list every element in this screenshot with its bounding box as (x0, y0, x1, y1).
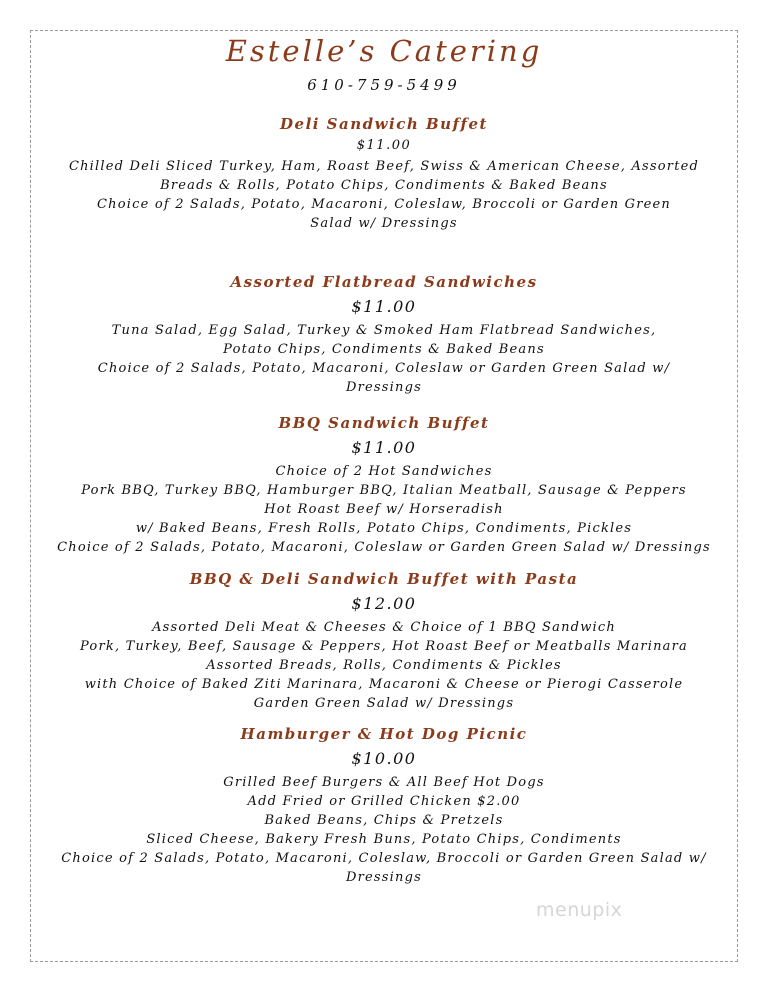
business-name: Estelle’s Catering (225, 34, 543, 68)
section-line: w/ Baked Beans, Fresh Rolls, Potato Chips, Condiments, Pickles (135, 521, 633, 536)
section-price: $11.00 (356, 138, 412, 153)
section-line: Garden Green Salad w/ Dressings (253, 696, 515, 711)
section-line: Hot Roast Beef w/ Horseradish (264, 502, 504, 517)
section-line: Pork BBQ, Turkey BBQ, Hamburger BBQ, Italian Meatball, Sausage & Peppers (81, 483, 687, 498)
menu-section-deli-sandwich-buffet (40, 113, 728, 233)
section-line: Choice of 2 Salads, Potato, Macaroni, Coleslaw or Garden Green Salad w/ (97, 361, 671, 376)
section-line: Grilled Beef Burgers & All Beef Hot Dogs (223, 775, 545, 790)
section-line: Tuna Salad, Egg Salad, Turkey & Smoked Ham Flatbread Sandwiches, (111, 323, 657, 338)
section-title: BBQ Sandwich Buffet (278, 414, 490, 432)
section-title: Hamburger & Hot Dog Picnic (240, 725, 528, 743)
menu-section-hamburger-hot-dog-picnic (40, 723, 728, 887)
section-line: Pork, Turkey, Beef, Sausage & Peppers, Hot Roast Beef or Meatballs Marinara (80, 639, 688, 654)
section-line: Salad w/ Dressings (310, 216, 458, 231)
section-price: $11.00 (351, 297, 417, 316)
section-title: Deli Sandwich Buffet (280, 115, 488, 133)
business-phone: 610-759-5499 (307, 76, 461, 94)
section-price: $11.00 (351, 438, 417, 457)
section-title: Assorted Flatbread Sandwiches (230, 273, 538, 291)
section-line: Baked Beans, Chips & Pretzels (264, 813, 504, 828)
section-title: BBQ & Deli Sandwich Buffet with Pasta (189, 570, 579, 588)
section-line: Chilled Deli Sliced Turkey, Ham, Roast Beef, Swiss & American Cheese, Assorted (68, 159, 700, 174)
section-line: Dressings (346, 870, 422, 885)
menu-section-bbq-deli-buffet-pasta (40, 568, 728, 713)
section-line: with Choice of Baked Ziti Marinara, Macaroni & Cheese or Pierogi Casserole (84, 677, 684, 692)
menu-section-bbq-sandwich-buffet (40, 412, 728, 557)
menupix-watermark: menupix (536, 899, 623, 921)
section-line: Assorted Deli Meat & Cheeses & Choice of 1 BBQ Sandwich (152, 620, 616, 635)
section-line: Choice of 2 Salads, Potato, Macaroni, Coleslaw, Broccoli or Garden Green (97, 197, 671, 212)
section-price: $12.00 (351, 594, 417, 613)
section-line: Potato Chips, Condiments & Baked Beans (223, 342, 545, 357)
section-line: Choice of 2 Hot Sandwiches (275, 464, 493, 479)
section-line: Choice of 2 Salads, Potato, Macaroni, Coleslaw or Garden Green Salad w/ Dressings (57, 540, 711, 555)
section-line: Sliced Cheese, Bakery Fresh Buns, Potato Chips, Condiments (146, 832, 622, 847)
section-line: Breads & Rolls, Potato Chips, Condiments & Baked Beans (160, 178, 608, 193)
section-line: Add Fried or Grilled Chicken $2.00 (247, 794, 521, 809)
section-line: Choice of 2 Salads, Potato, Macaroni, Coleslaw, Broccoli or Garden Green Salad w/ (61, 851, 707, 866)
section-line: Assorted Breads, Rolls, Condiments & Pickles (206, 658, 562, 673)
menu-section-flatbread-sandwiches (40, 271, 728, 397)
section-price: $10.00 (351, 749, 417, 768)
section-line: Dressings (346, 380, 422, 395)
